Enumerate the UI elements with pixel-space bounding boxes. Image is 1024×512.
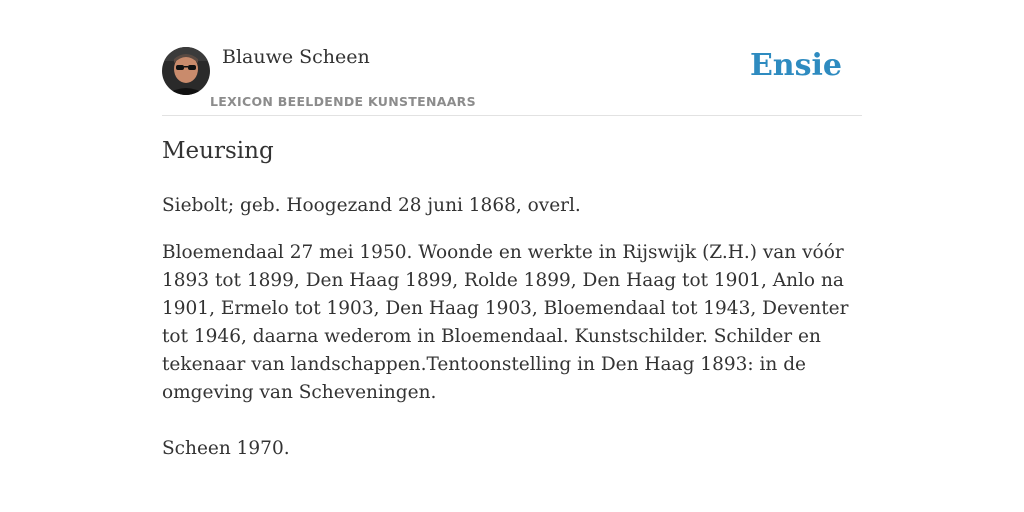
- avatar-photo: [162, 47, 210, 95]
- paragraph: Bloemendaal 27 mei 1950. Woonde en werkte in Rijswijk (Z.H.) van vóór 1893 tot 1899, Den Haag 1899, Rolde 1899, Den Haag tot 1901, Anlo na 1901, Ermelo tot 1903, Den Haag 1903, Bloemendaal tot 1943, Deventer tot 1946, daarna wederom in Bloemendaal. Kunstschilder. Schilder en tekenaar van landschappen.Tentoonstelling in Den Haag 1893: in de omgeving van Scheveningen.: [162, 242, 849, 403]
- author-avatar[interactable]: [162, 47, 210, 95]
- brand-logo[interactable]: Ensie: [749, 48, 842, 83]
- article-body: [162, 192, 862, 482]
- paragraph: Siebolt; geb. Hoogezand 28 juni 1868, overl.: [162, 195, 581, 216]
- paragraph: Scheen 1970.: [162, 438, 290, 459]
- category-label[interactable]: LEXICON BEELDENDE KUNSTENAARS: [210, 94, 476, 109]
- author-name[interactable]: Blauwe Scheen: [222, 46, 370, 68]
- article-header: [162, 44, 862, 116]
- article-title: Meursing: [162, 138, 274, 164]
